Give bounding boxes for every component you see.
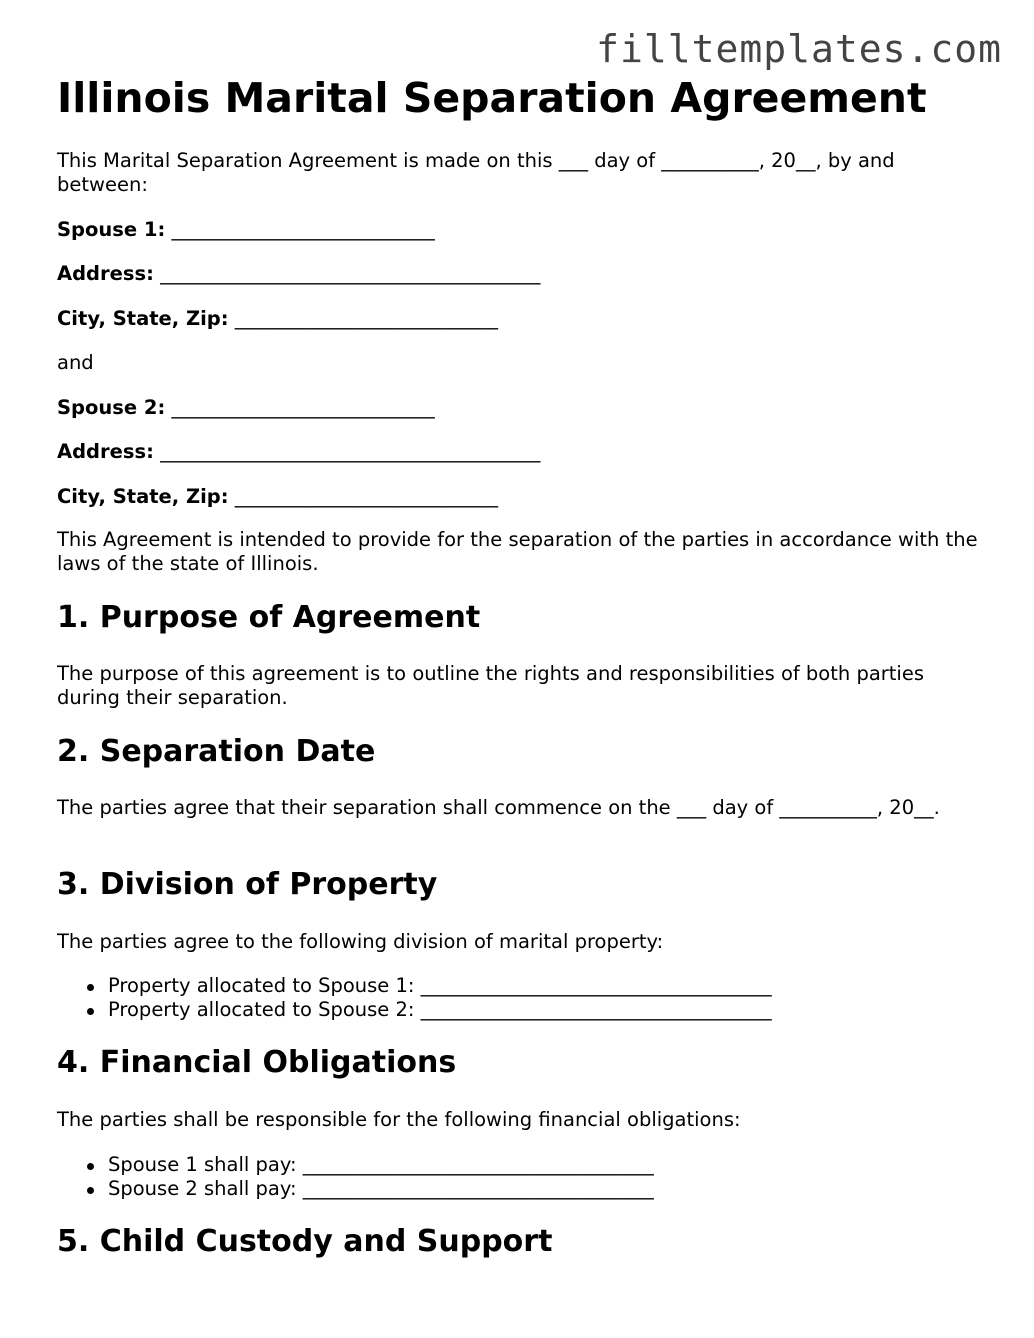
list-item: Spouse 1 shall pay: ____________________________________: [57, 1153, 654, 1177]
spouse2-city-label: City, State, Zip:: [57, 485, 229, 508]
and-text: and: [57, 351, 94, 374]
list-item: Spouse 2 shall pay: ____________________________________: [57, 1177, 654, 1201]
spouse2-name-label: Spouse 2:: [57, 396, 166, 419]
list-item: Property allocated to Spouse 2: ____________________________________: [57, 998, 772, 1022]
section-2-text: The parties agree that their separation shall commence on the ___ day of __________, 20__.: [57, 796, 940, 819]
spouse1-name-blank: ___________________________: [171, 218, 435, 241]
section-4-text: The parties shall be responsible for the following financial obligations:: [57, 1108, 741, 1131]
watermark: filltemplates.com: [596, 27, 1002, 71]
section-5-heading: 5. Child Custody and Support: [57, 1224, 553, 1259]
section-4-heading: 4. Financial Obligations: [57, 1045, 457, 1080]
spouse2-address-blank: _______________________________________: [160, 440, 541, 463]
spouse1-name-label: Spouse 1:: [57, 218, 166, 241]
spouse1-address-label: Address:: [57, 262, 154, 285]
section-3-heading: 3. Division of Property: [57, 867, 438, 902]
spouse2-address-label: Address:: [57, 440, 154, 463]
spouse1-city-field: [57, 307, 498, 331]
spouse1-city-blank: ___________________________: [234, 307, 499, 330]
spouse2-city-blank: ___________________________: [234, 485, 499, 508]
intro-paragraph: This Marital Separation Agreement is made on this ___ day of __________, 20__, by and between:: [57, 149, 895, 196]
spouse2-city-field: [57, 485, 498, 509]
section-2-heading: 2. Separation Date: [57, 734, 376, 769]
list-item: Property allocated to Spouse 1: ____________________________________: [57, 974, 772, 998]
spouse1-address-field: [57, 262, 540, 286]
spouse2-name-field: [57, 396, 435, 420]
section-3-text: The parties agree to the following division of marital property:: [57, 930, 664, 953]
section-1-text: The purpose of this agreement is to outline the rights and responsibilities of both parties during their separation.: [57, 662, 925, 709]
spouse2-name-blank: ___________________________: [171, 396, 435, 419]
spouse1-name-field: [57, 218, 435, 242]
obligations-list: [57, 1153, 654, 1201]
spouse2-address-field: [57, 440, 540, 464]
section-1-heading: 1. Purpose of Agreement: [57, 600, 481, 635]
document-title: Illinois Marital Separation Agreement: [57, 74, 927, 122]
spouse1-city-label: City, State, Zip:: [57, 307, 229, 330]
property-list: [57, 974, 772, 1022]
spouse1-address-blank: _______________________________________: [160, 262, 541, 285]
intent-paragraph: This Agreement is intended to provide for the separation of the parties in accordance with the laws of the state of Illinois.: [57, 528, 978, 575]
